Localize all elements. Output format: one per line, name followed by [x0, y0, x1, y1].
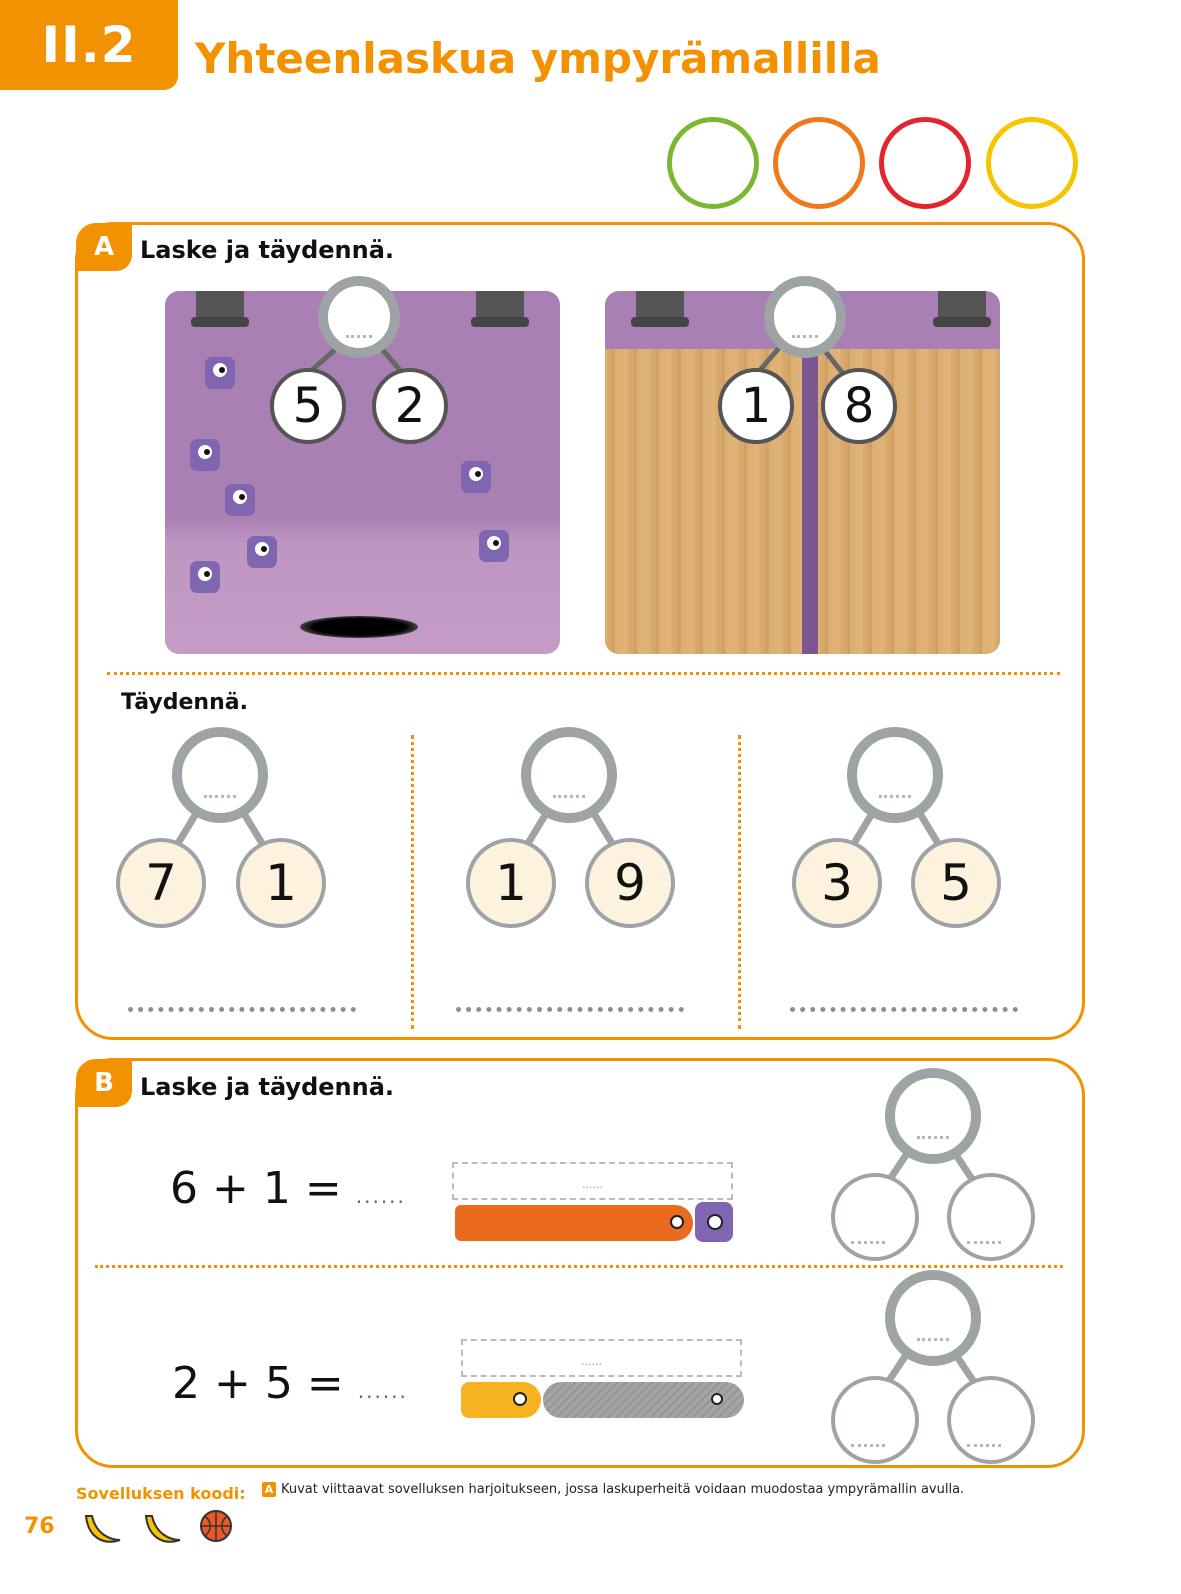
monster-icon [190, 439, 220, 471]
equals-sign: = [306, 1358, 344, 1409]
equals-sign: = [304, 1163, 342, 1214]
bar-total-box [461, 1339, 742, 1377]
exercise-3-answer-line[interactable] [790, 1007, 1018, 1012]
exercise-2-sum-circle[interactable] [521, 727, 617, 823]
exercise-2-answer-line[interactable] [456, 1007, 684, 1012]
exercise-3-right-number: 5 [911, 838, 1001, 928]
sum-blank [879, 795, 911, 798]
monster-icon [247, 536, 277, 568]
monster-icon [190, 561, 220, 593]
eye-icon [707, 1214, 723, 1230]
blank-line [967, 1444, 1001, 1447]
addend-a: 6 [170, 1163, 198, 1214]
rating-circle-yellow[interactable] [986, 117, 1078, 209]
sum-blank [917, 1136, 949, 1139]
scene-1-right-number: 2 [372, 368, 448, 444]
purple-block-monster [695, 1202, 733, 1242]
banana-icon [140, 1506, 184, 1550]
scene-2-right-number: 8 [821, 368, 897, 444]
blank-line [851, 1241, 885, 1244]
monster-icon [461, 461, 491, 493]
row-1-right-circle[interactable] [947, 1173, 1035, 1261]
addend-b: 5 [264, 1358, 293, 1409]
page-number: 76 [24, 1514, 55, 1539]
addend-a: 2 [172, 1358, 200, 1409]
app-code-label: Sovelluksen koodi: [76, 1484, 246, 1503]
plus-sign: + [214, 1358, 251, 1409]
scene-1-sum-circle[interactable] [318, 276, 400, 358]
rating-circle-red[interactable] [879, 117, 971, 209]
basketball-icon [198, 1508, 234, 1544]
chapter-number: II.2 [0, 0, 178, 90]
scene-2-sum-circle[interactable] [764, 276, 846, 358]
bar-total-blank[interactable]: ...... [581, 1355, 602, 1368]
exercise-1-answer-line[interactable] [128, 1007, 356, 1012]
section-b-divider [95, 1265, 1063, 1268]
sum-blank [553, 795, 585, 798]
blank-line [851, 1444, 885, 1447]
exercise-2-left-number: 1 [466, 838, 556, 928]
section-b-letter: B [76, 1059, 132, 1107]
yellow-bar-monster [461, 1382, 541, 1418]
section-b-instruction: Laske ja täydennä. [140, 1073, 395, 1101]
exercise-3-sum-circle[interactable] [847, 727, 943, 823]
plus-sign: + [212, 1163, 249, 1214]
rating-circle-green[interactable] [667, 117, 759, 209]
banana-icon [80, 1506, 124, 1550]
sum-blank [792, 335, 818, 338]
exercise-divider [411, 735, 414, 1029]
floor-hole [300, 616, 418, 638]
scene-2-left-number: 1 [718, 368, 794, 444]
sum-blank [917, 1338, 949, 1341]
blank-line [967, 1241, 1001, 1244]
section-a-letter: A [76, 223, 132, 271]
monster-icon [225, 484, 255, 516]
scene-1-left-number: 5 [270, 368, 346, 444]
section-a-divider [107, 672, 1060, 675]
answer-blank[interactable]: ...... [355, 1184, 406, 1208]
footer-note: Kuvat viittaavat sovelluksen harjoitukseen, jossa laskuperheitä voidaan muodostaa ympyrämallin avulla. [281, 1482, 965, 1497]
exercise-1-sum-circle[interactable] [172, 727, 268, 823]
note-letter-badge: A [262, 1482, 276, 1497]
sub-instruction: Täydennä. [121, 690, 248, 715]
bar-total-blank[interactable]: ...... [582, 1178, 603, 1191]
row-2-left-circle[interactable] [831, 1376, 919, 1464]
page-title: Yhteenlaskua ympyrämallilla [195, 34, 881, 83]
addend-b: 1 [262, 1163, 291, 1214]
exercise-1-left-number: 7 [116, 838, 206, 928]
section-a-instruction: Laske ja täydennä. [140, 236, 395, 264]
eye-icon [513, 1392, 527, 1406]
exercise-divider [738, 735, 741, 1029]
sum-blank [346, 335, 372, 338]
sum-blank [204, 795, 236, 798]
rating-circle-orange[interactable] [773, 117, 865, 209]
eye-icon [711, 1393, 723, 1405]
row-1-sum-circle[interactable] [885, 1068, 981, 1164]
exercise-2-right-number: 9 [585, 838, 675, 928]
row-1-left-circle[interactable] [831, 1173, 919, 1261]
orange-bar-monster [455, 1205, 693, 1241]
exercise-3-left-number: 3 [792, 838, 882, 928]
eye-icon [670, 1215, 684, 1229]
exercise-1-right-number: 1 [236, 838, 326, 928]
equation-2 [172, 1358, 408, 1409]
grey-furry-monster [543, 1382, 744, 1418]
row-2-sum-circle[interactable] [885, 1270, 981, 1366]
bar-total-box [452, 1162, 733, 1200]
monster-icon [479, 530, 509, 562]
row-2-right-circle[interactable] [947, 1376, 1035, 1464]
equation-1 [170, 1163, 406, 1214]
answer-blank[interactable]: ...... [357, 1379, 408, 1403]
